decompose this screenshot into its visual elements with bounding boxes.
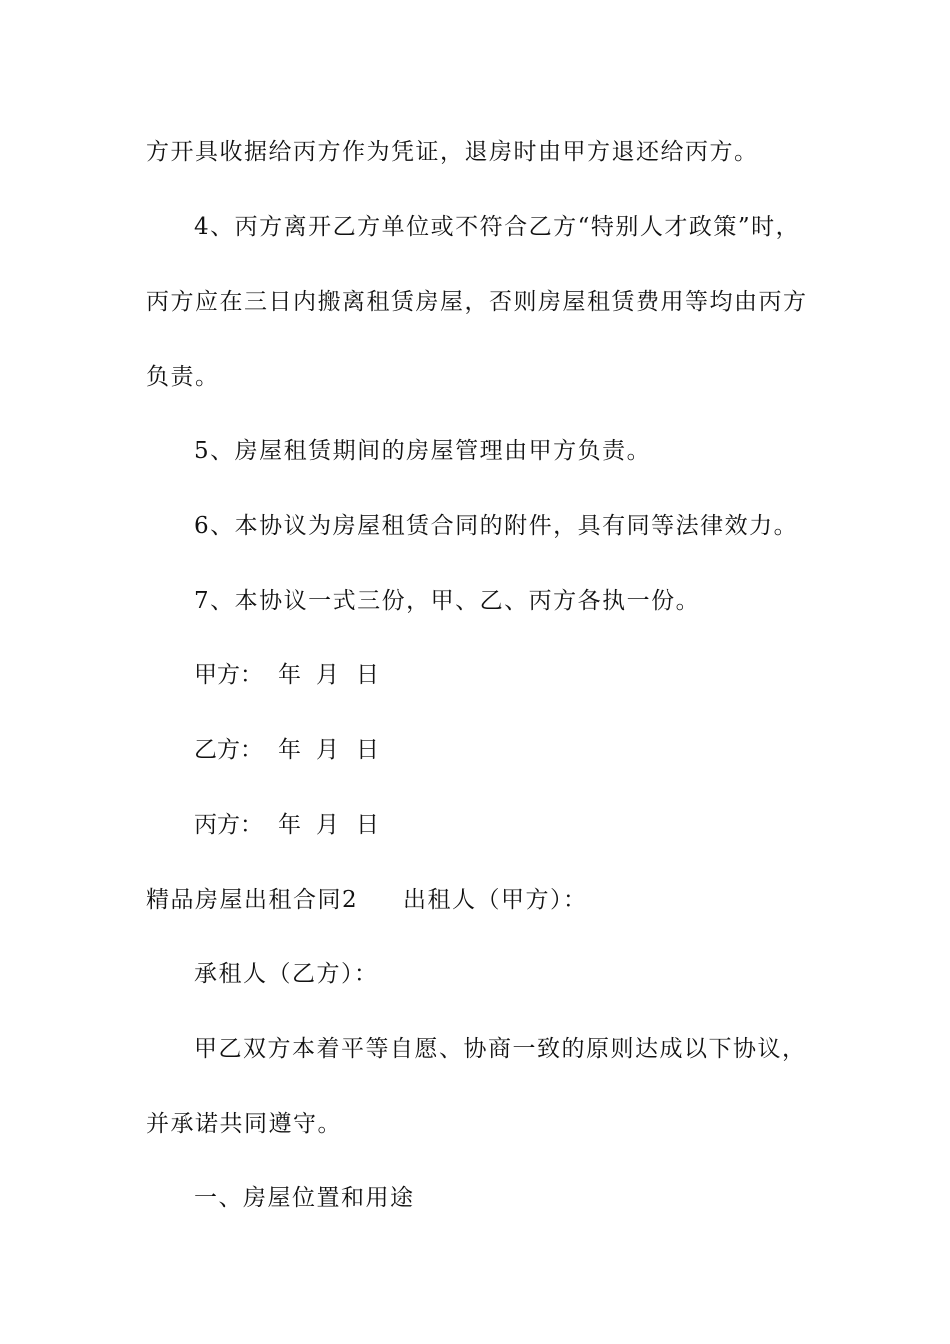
contract-2-heading bbox=[146, 885, 588, 915]
month-label: 月 bbox=[316, 737, 339, 763]
year-label: 年 bbox=[278, 662, 301, 688]
signature-line-party-b bbox=[194, 735, 379, 765]
month-label: 月 bbox=[316, 662, 339, 688]
signature-line-party-c bbox=[194, 810, 379, 840]
day-label: 日 bbox=[356, 812, 379, 838]
contract-title: 精品房屋出租合同2 bbox=[146, 887, 359, 913]
year-label: 年 bbox=[278, 737, 301, 763]
clause-7: 7、本协议一式三份，甲、乙、丙方各执一份。 bbox=[194, 588, 701, 614]
clause-5: 5、房屋租赁期间的房屋管理由甲方负责。 bbox=[194, 438, 652, 464]
agreement-intro-cont: 并承诺共同遵守。 bbox=[146, 1111, 342, 1137]
signature-line-party-a bbox=[194, 660, 379, 690]
party-label: 甲方： bbox=[194, 662, 263, 688]
section-heading: 一、房屋位置和用途 bbox=[194, 1185, 415, 1211]
agreement-intro: 甲乙双方本着平等自愿、协商一致的原则达成以下协议， bbox=[194, 1036, 807, 1062]
paragraph-line: 方开具收据给丙方作为凭证，退房时由甲方退还给丙方。 bbox=[146, 139, 759, 165]
year-label: 年 bbox=[278, 812, 301, 838]
month-label: 月 bbox=[316, 812, 339, 838]
party-label: 丙方： bbox=[194, 812, 263, 838]
paragraph-line: 丙方应在三日内搬离租赁房屋，否则房屋租赁费用等均由丙方 bbox=[146, 289, 808, 315]
day-label: 日 bbox=[356, 737, 379, 763]
lessee-label: 承租人（乙方）： bbox=[194, 961, 379, 987]
lessor-label: 出租人（甲方）： bbox=[403, 887, 588, 913]
paragraph-line: 负责。 bbox=[146, 364, 220, 390]
clause-4: 4、丙方离开乙方单位或不符合乙方“特别人才政策”时， bbox=[194, 214, 801, 240]
party-label: 乙方： bbox=[194, 737, 263, 763]
clause-6: 6、本协议为房屋租赁合同的附件，具有同等法律效力。 bbox=[194, 513, 799, 539]
day-label: 日 bbox=[356, 662, 379, 688]
